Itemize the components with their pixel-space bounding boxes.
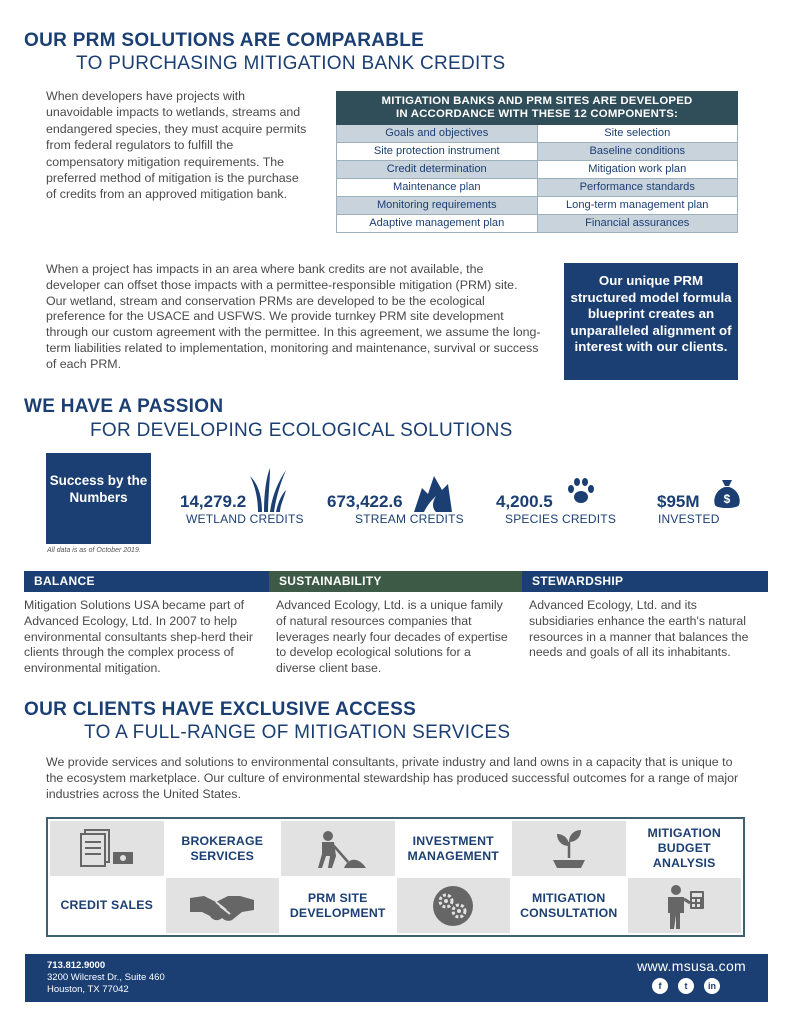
money-bag-icon <box>713 478 741 510</box>
service-brokerage: BROKERAGE SERVICES <box>181 833 264 863</box>
stat-wetland <box>180 492 246 512</box>
service-prm-development: PRM SITE DEVELOPMENT <box>289 890 386 920</box>
pillar-stewardship-text: Advanced Ecology, Ltd. and its subsidiaries enhance the earth's natural resources in a manner that balances the needs and goals of all its inhabitants. <box>529 598 749 660</box>
components-heading: MITIGATION BANKS AND PRM SITES ARE DEVELOPED IN ACCORDANCE WITH THESE 12 COMPONENTS: <box>336 91 738 125</box>
components-grid <box>336 125 738 233</box>
clients-subtitle: TO A FULL-RANGE OF MITIGATION SERVICES <box>84 722 511 743</box>
pillar-sustainability-text: Advanced Ecology, Ltd. is a unique family of natural resources companies that leverages nearly four decades of expertise to develop ecological solutions for a diverse client base. <box>276 598 508 676</box>
component-cell: Adaptive management plan <box>337 215 538 233</box>
data-date-note: All data is as of October 2019. <box>47 547 141 554</box>
facebook-icon[interactable]: f <box>652 978 668 994</box>
stat-value: 14,279.2 <box>180 492 247 511</box>
component-cell: Mitigation work plan <box>538 161 739 179</box>
success-box: Success by the Numbers <box>46 453 151 544</box>
businessman-calculator-icon <box>662 883 706 929</box>
component-cell: Long-term management plan <box>538 197 739 215</box>
stat-invested <box>657 492 700 512</box>
page-subtitle: TO PURCHASING MITIGATION BANK CREDITS <box>76 53 506 74</box>
twitter-icon[interactable]: t <box>678 978 694 994</box>
stat-value: 4,200.5 <box>496 492 553 511</box>
clients-title: OUR CLIENTS HAVE EXCLUSIVE ACCESS <box>24 699 417 720</box>
stat-value: $95M <box>657 492 700 511</box>
linkedin-icon[interactable]: in <box>704 978 720 994</box>
components-table <box>336 91 738 233</box>
footer-address-line2: Houston, TX 77042 <box>47 984 129 995</box>
pillar-balance-header: BALANCE <box>24 571 269 592</box>
service-credit-sales: CREDIT SALES <box>60 898 154 912</box>
component-cell: Monitoring requirements <box>337 197 538 215</box>
component-cell: Baseline conditions <box>538 143 739 161</box>
stat-wetland-label <box>186 512 304 526</box>
footer-phone[interactable]: 713.812.9000 <box>47 960 106 971</box>
grass-icon <box>250 464 286 512</box>
stat-stream <box>327 492 403 512</box>
component-cell: Maintenance plan <box>337 179 538 197</box>
stat-species-label <box>505 512 616 526</box>
stat-species <box>496 492 553 512</box>
footer <box>25 954 768 1002</box>
svg-text:$: $ <box>723 492 731 506</box>
pillar-stewardship-header: STEWARDSHIP <box>522 571 768 592</box>
stat-label: INVESTED <box>658 512 720 526</box>
stat-invested-label <box>658 512 720 526</box>
service-consultation: MITIGATION CONSULTATION <box>520 890 618 920</box>
component-cell: Site selection <box>538 125 739 143</box>
stat-label: SPECIES CREDITS <box>505 512 617 526</box>
callout-box: Our unique PRM structured model formula blueprint creates an unparalleled alignment of interest with our clients. <box>564 263 738 380</box>
stream-icon <box>414 472 452 512</box>
clients-paragraph: We provide services and solutions to environmental consultants, private industry and land owns in a capacity that is unique to the ecosystem marketplace. Our culture of environmental stewardship has produced successful outcomes for a range of major industries across the United States. <box>46 755 739 801</box>
passion-subtitle: FOR DEVELOPING ECOLOGICAL SOLUTIONS <box>90 420 513 441</box>
passion-title: WE HAVE A PASSION <box>24 396 224 417</box>
pillar-balance-text: Mitigation Solutions USA became part of Advanced Ecology, Ltd. In 2007 to help environmental consultants shep-herd their clients through the complex process of environmental mitigation. <box>24 598 253 676</box>
service-budget: MITIGATION BUDGET ANALYSIS <box>647 826 721 870</box>
stat-label: STREAM CREDITS <box>355 512 464 526</box>
service-icon-cell <box>50 821 164 876</box>
intro-paragraph: When developers have projects with unavoidable impacts to wetlands, streams and endangered species, they must acquire permits from federal regulators to fulfill the compensatory mitigation requirements. The preferred method of mitigation is the purchase of credits from an approved mitigation bank. <box>46 89 307 202</box>
component-cell: Financial assurances <box>538 215 739 233</box>
service-investment: INVESTMENT MANAGEMENT <box>407 833 499 863</box>
component-cell: Goals and objectives <box>337 125 538 143</box>
plant-hand-icon <box>549 828 589 870</box>
component-cell: Credit determination <box>337 161 538 179</box>
paw-icon <box>566 476 596 506</box>
services-grid <box>46 817 745 937</box>
worker-shovel-icon <box>308 828 368 870</box>
stat-value: 673,422.6 <box>327 492 403 511</box>
component-cell: Performance standards <box>538 179 739 197</box>
prm-paragraph: When a project has impacts in an area where bank credits are not available, the developer can offset those impacts with a permittee-responsible mitigation (PRM) site. Our wetland, stream and conservation PRMs are developed to be the ecological preference for the USACE and USFWS. We provide turnkey PRM site development through our custom agreement with the permittee. In this agreement, we assume the long-term liabilities related to implementation, monitoring and maintenance, survival or success of each PRM. <box>46 262 541 371</box>
service-icon-cell <box>397 878 511 933</box>
footer-address-line1: 3200 Wilcrest Dr., Suite 460 <box>47 972 165 983</box>
page-title: OUR PRM SOLUTIONS ARE COMPARABLE <box>24 30 425 51</box>
service-icon-cell <box>628 878 742 933</box>
pillar-sustainability-header: SUSTAINABILITY <box>269 571 522 592</box>
stat-label: WETLAND CREDITS <box>186 512 304 526</box>
service-icon-cell <box>166 878 280 933</box>
service-icon-cell <box>281 821 395 876</box>
handshake-icon <box>190 888 254 924</box>
footer-website-link[interactable]: www.msusa.com <box>637 958 746 974</box>
documents-money-icon <box>79 828 135 870</box>
gears-icon <box>428 885 478 927</box>
component-cell: Site protection instrument <box>337 143 538 161</box>
service-icon-cell <box>512 821 626 876</box>
stat-stream-label <box>355 512 464 526</box>
